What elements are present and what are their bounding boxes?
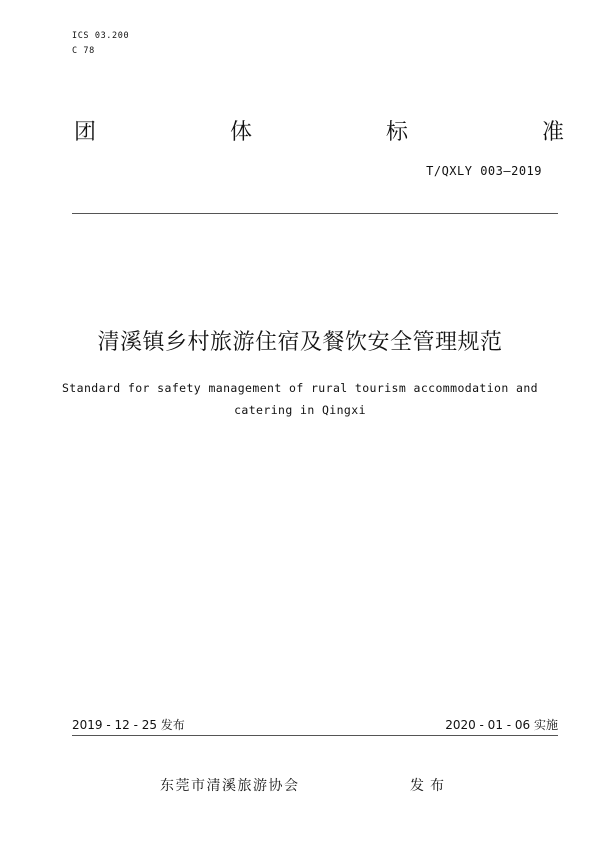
ccs-code: C 78 [72, 46, 95, 56]
standard-type-char: 团 [74, 120, 97, 145]
footer-divider [72, 735, 558, 736]
title-english [40, 377, 560, 421]
date-row [72, 716, 558, 733]
publisher-name: 东莞市清溪旅游协会 [160, 778, 300, 794]
publish-label: 发布 [410, 778, 450, 794]
standard-type-heading [74, 115, 564, 146]
ics-code: ICS 03.200 [72, 31, 130, 41]
title-english-line: catering in Qingxi [234, 403, 366, 417]
title-chinese: 清溪镇乡村旅游住宿及餐饮安全管理规范 [97, 330, 503, 355]
standard-type-char: 体 [229, 120, 252, 145]
implementation-date: 2020 - 01 - 06 实施 [445, 718, 558, 732]
standard-number: T/QXLY 003—2019 [426, 164, 542, 178]
standard-type-char: 准 [541, 120, 564, 145]
header-divider [72, 213, 558, 214]
title-english-line: Standard for safety management of rural tourism accommodation and [61, 381, 539, 395]
standard-type-char: 标 [385, 120, 408, 145]
release-date: 2019 - 12 - 25 发布 [72, 718, 185, 732]
